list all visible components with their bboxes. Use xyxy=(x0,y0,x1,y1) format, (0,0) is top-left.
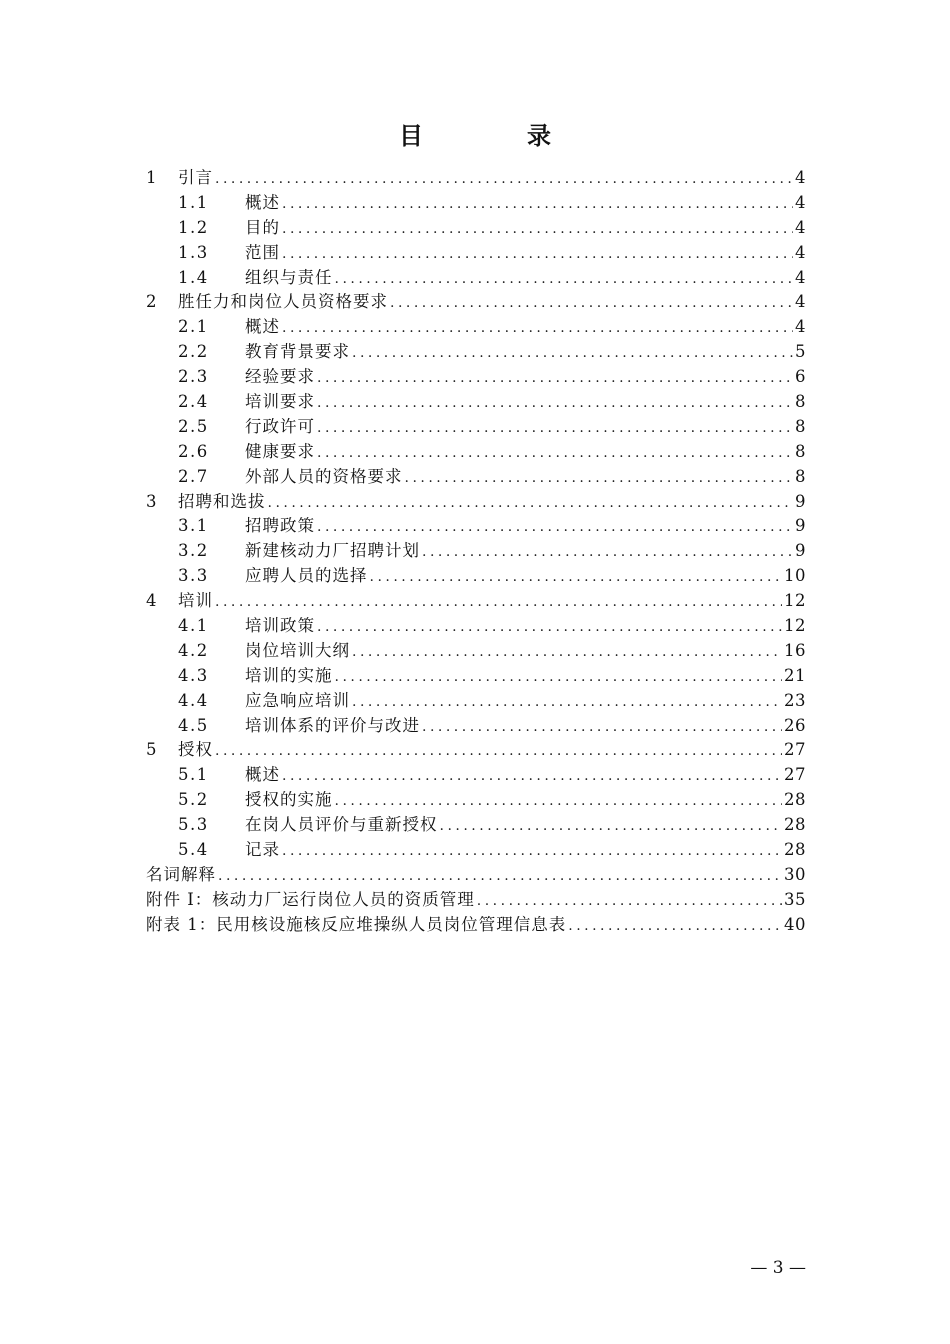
toc-entry-title: 附件 I：核动力厂运行岗位人员的资质管理 xyxy=(146,889,475,909)
toc-entry[interactable] xyxy=(146,863,806,888)
toc-entry[interactable] xyxy=(146,266,806,291)
toc-entry-title: 岗位培训大纲 xyxy=(245,640,350,660)
toc-entry-title: 概述 xyxy=(245,192,280,212)
toc-entry[interactable] xyxy=(146,614,806,639)
toc-entry-page: 21 xyxy=(784,665,806,685)
toc-dot-leader xyxy=(352,341,793,365)
toc-dot-leader xyxy=(390,291,793,315)
toc-entry[interactable] xyxy=(146,888,806,913)
toc-entry[interactable] xyxy=(146,241,806,266)
toc-entry-page: 8 xyxy=(795,392,806,412)
toc-entry-title: 概述 xyxy=(245,765,280,785)
toc-entry-title: 应急响应培训 xyxy=(245,690,350,710)
toc-entry[interactable] xyxy=(146,390,806,415)
toc-dot-leader xyxy=(317,366,793,390)
toc-entry-page: 28 xyxy=(784,840,806,860)
toc-entry-page: 40 xyxy=(784,914,806,934)
toc-entry-page: 4 xyxy=(795,217,806,237)
toc-entry-title: 培训 xyxy=(178,591,213,611)
toc-dot-leader xyxy=(352,640,782,664)
toc-dot-leader xyxy=(317,416,793,440)
toc-entry-number: 1.3 xyxy=(178,242,209,262)
toc-dot-leader xyxy=(335,267,794,291)
toc-entry-title: 新建核动力厂招聘计划 xyxy=(245,541,420,561)
toc-entry-number: 5.1 xyxy=(178,765,209,785)
toc-entry-number: 2.7 xyxy=(178,466,209,486)
toc-entry-title: 范围 xyxy=(245,242,280,262)
toc-entry[interactable] xyxy=(146,639,806,664)
toc-entry-number: 4.2 xyxy=(178,640,209,660)
toc-entry-page: 9 xyxy=(795,516,806,536)
toc-entry-number: 2.3 xyxy=(178,367,209,387)
toc-entry[interactable] xyxy=(146,415,806,440)
toc-entry-page: 8 xyxy=(795,416,806,436)
toc-entry-title: 培训体系的评价与改进 xyxy=(245,715,420,735)
toc-entry-number: 2.5 xyxy=(178,416,209,436)
toc-entry-page: 4 xyxy=(795,242,806,262)
toc-dot-leader xyxy=(317,441,793,465)
toc-entry-title: 应聘人员的选择 xyxy=(245,566,368,586)
toc-entry-number: 1 xyxy=(146,168,158,187)
toc-dot-leader xyxy=(215,590,782,614)
toc-entry-number: 2.2 xyxy=(178,342,209,362)
toc-entry-page: 4 xyxy=(795,267,806,287)
toc-dot-leader xyxy=(317,391,793,415)
toc-dot-leader xyxy=(218,864,782,888)
toc-entry[interactable] xyxy=(146,714,806,739)
toc-dot-leader xyxy=(352,690,782,714)
toc-entry-page: 35 xyxy=(784,889,806,909)
toc-dot-leader xyxy=(282,764,782,788)
toc-entry[interactable] xyxy=(146,490,806,515)
toc-entry-title: 招聘和选拔 xyxy=(178,491,266,511)
table-of-contents xyxy=(146,166,806,938)
toc-dot-leader xyxy=(268,491,794,515)
toc-entry[interactable] xyxy=(146,689,806,714)
toc-entry-page: 27 xyxy=(784,765,806,785)
toc-dot-leader xyxy=(282,839,782,863)
toc-entry-page: 4 xyxy=(795,292,806,312)
toc-entry-title: 记录 xyxy=(245,840,280,860)
toc-entry-title: 健康要求 xyxy=(245,441,315,461)
toc-entry-title: 外部人员的资格要求 xyxy=(245,466,403,486)
toc-entry-number: 5.4 xyxy=(178,840,209,860)
toc-entry-page: 4 xyxy=(795,168,806,187)
toc-dot-leader xyxy=(477,889,782,913)
toc-entry-title: 行政许可 xyxy=(245,416,315,436)
toc-entry[interactable] xyxy=(146,514,806,539)
toc-entry[interactable] xyxy=(146,763,806,788)
toc-entry-page: 28 xyxy=(784,790,806,810)
toc-entry-title: 培训的实施 xyxy=(245,665,333,685)
toc-dot-leader xyxy=(422,540,793,564)
toc-entry-page: 12 xyxy=(784,591,806,611)
toc-entry[interactable] xyxy=(146,589,806,614)
toc-entry-number: 1.2 xyxy=(178,217,209,237)
toc-entry-number: 2.1 xyxy=(178,317,209,337)
toc-entry-number: 3.2 xyxy=(178,541,209,561)
toc-entry-number: 2.4 xyxy=(178,392,209,412)
toc-entry-number: 5.3 xyxy=(178,815,209,835)
toc-entry-title: 经验要求 xyxy=(245,367,315,387)
toc-entry-title: 名词解释 xyxy=(146,864,216,884)
toc-dot-leader xyxy=(215,739,782,763)
toc-entry[interactable] xyxy=(146,738,806,763)
toc-dot-leader xyxy=(282,316,793,340)
toc-entry-number: 2.6 xyxy=(178,441,209,461)
toc-entry-page: 9 xyxy=(795,491,806,511)
toc-dot-leader xyxy=(335,789,783,813)
toc-entry[interactable] xyxy=(146,813,806,838)
toc-entry-page: 30 xyxy=(784,864,806,884)
toc-entry[interactable] xyxy=(146,365,806,390)
toc-entry-title: 授权 xyxy=(178,740,213,760)
toc-entry-number: 3.3 xyxy=(178,566,209,586)
toc-dot-leader xyxy=(282,192,793,216)
toc-entry-number: 2 xyxy=(146,292,158,312)
toc-entry-page: 23 xyxy=(784,690,806,710)
toc-entry-number: 4.5 xyxy=(178,715,209,735)
toc-entry-page: 9 xyxy=(795,541,806,561)
toc-entry-title: 引言 xyxy=(178,168,213,187)
toc-entry[interactable] xyxy=(146,440,806,465)
toc-entry[interactable] xyxy=(146,315,806,340)
toc-entry[interactable] xyxy=(146,539,806,564)
toc-entry-page: 12 xyxy=(784,616,806,636)
toc-dot-leader xyxy=(215,167,793,191)
toc-dot-leader xyxy=(568,914,782,938)
toc-entry[interactable] xyxy=(146,564,806,589)
toc-entry-number: 3 xyxy=(146,491,158,511)
page-number: — 3 — xyxy=(750,1258,806,1278)
toc-entry[interactable] xyxy=(146,290,806,315)
toc-entry-page: 26 xyxy=(784,715,806,735)
toc-dot-leader xyxy=(405,466,794,490)
page-title: 目 录 xyxy=(399,121,591,150)
toc-entry[interactable] xyxy=(146,216,806,241)
toc-entry-page: 4 xyxy=(795,317,806,337)
toc-entry-page: 8 xyxy=(795,466,806,486)
toc-entry-title: 培训要求 xyxy=(245,392,315,412)
toc-entry-page: 10 xyxy=(784,566,806,586)
toc-entry-title: 概述 xyxy=(245,317,280,337)
toc-entry[interactable] xyxy=(146,166,806,191)
toc-entry-number: 5.2 xyxy=(178,790,209,810)
toc-dot-leader xyxy=(282,242,793,266)
toc-entry[interactable] xyxy=(146,191,806,216)
toc-entry[interactable] xyxy=(146,664,806,689)
toc-entry-number: 4.3 xyxy=(178,665,209,685)
toc-entry-title: 在岗人员评价与重新授权 xyxy=(245,815,438,835)
toc-entry-title: 招聘政策 xyxy=(245,516,315,536)
toc-entry-title: 组织与责任 xyxy=(245,267,333,287)
toc-dot-leader xyxy=(370,565,783,589)
toc-entry-number: 4.1 xyxy=(178,616,209,636)
toc-entry[interactable] xyxy=(146,465,806,490)
toc-entry-page: 27 xyxy=(784,740,806,760)
toc-entry[interactable] xyxy=(146,838,806,863)
toc-entry-page: 4 xyxy=(795,192,806,212)
toc-entry[interactable] xyxy=(146,788,806,813)
toc-entry-number: 3.1 xyxy=(178,516,209,536)
toc-entry-title: 目的 xyxy=(245,217,280,237)
toc-entry-page: 16 xyxy=(784,640,806,660)
toc-entry-page: 6 xyxy=(795,367,806,387)
toc-entry[interactable] xyxy=(146,340,806,365)
toc-entry-page: 28 xyxy=(784,815,806,835)
toc-dot-leader xyxy=(422,715,782,739)
toc-entry-title: 教育背景要求 xyxy=(245,342,350,362)
toc-dot-leader xyxy=(282,217,793,241)
toc-entry-number: 1.4 xyxy=(178,267,209,287)
toc-entry-title: 授权的实施 xyxy=(245,790,333,810)
toc-entry-number: 5 xyxy=(146,740,158,760)
toc-entry-page: 5 xyxy=(795,342,806,362)
toc-entry[interactable] xyxy=(146,913,806,938)
toc-dot-leader xyxy=(317,615,782,639)
toc-dot-leader xyxy=(440,814,783,838)
toc-dot-leader xyxy=(317,515,793,539)
toc-entry-title: 培训政策 xyxy=(245,616,315,636)
toc-entry-page: 8 xyxy=(795,441,806,461)
toc-entry-number: 4.4 xyxy=(178,690,209,710)
toc-entry-number: 1.1 xyxy=(178,192,209,212)
toc-entry-number: 4 xyxy=(146,591,158,611)
toc-entry-title: 附表 1：民用核设施核反应堆操纵人员岗位管理信息表 xyxy=(146,914,567,934)
toc-dot-leader xyxy=(335,665,783,689)
toc-entry-title: 胜任力和岗位人员资格要求 xyxy=(178,292,388,312)
